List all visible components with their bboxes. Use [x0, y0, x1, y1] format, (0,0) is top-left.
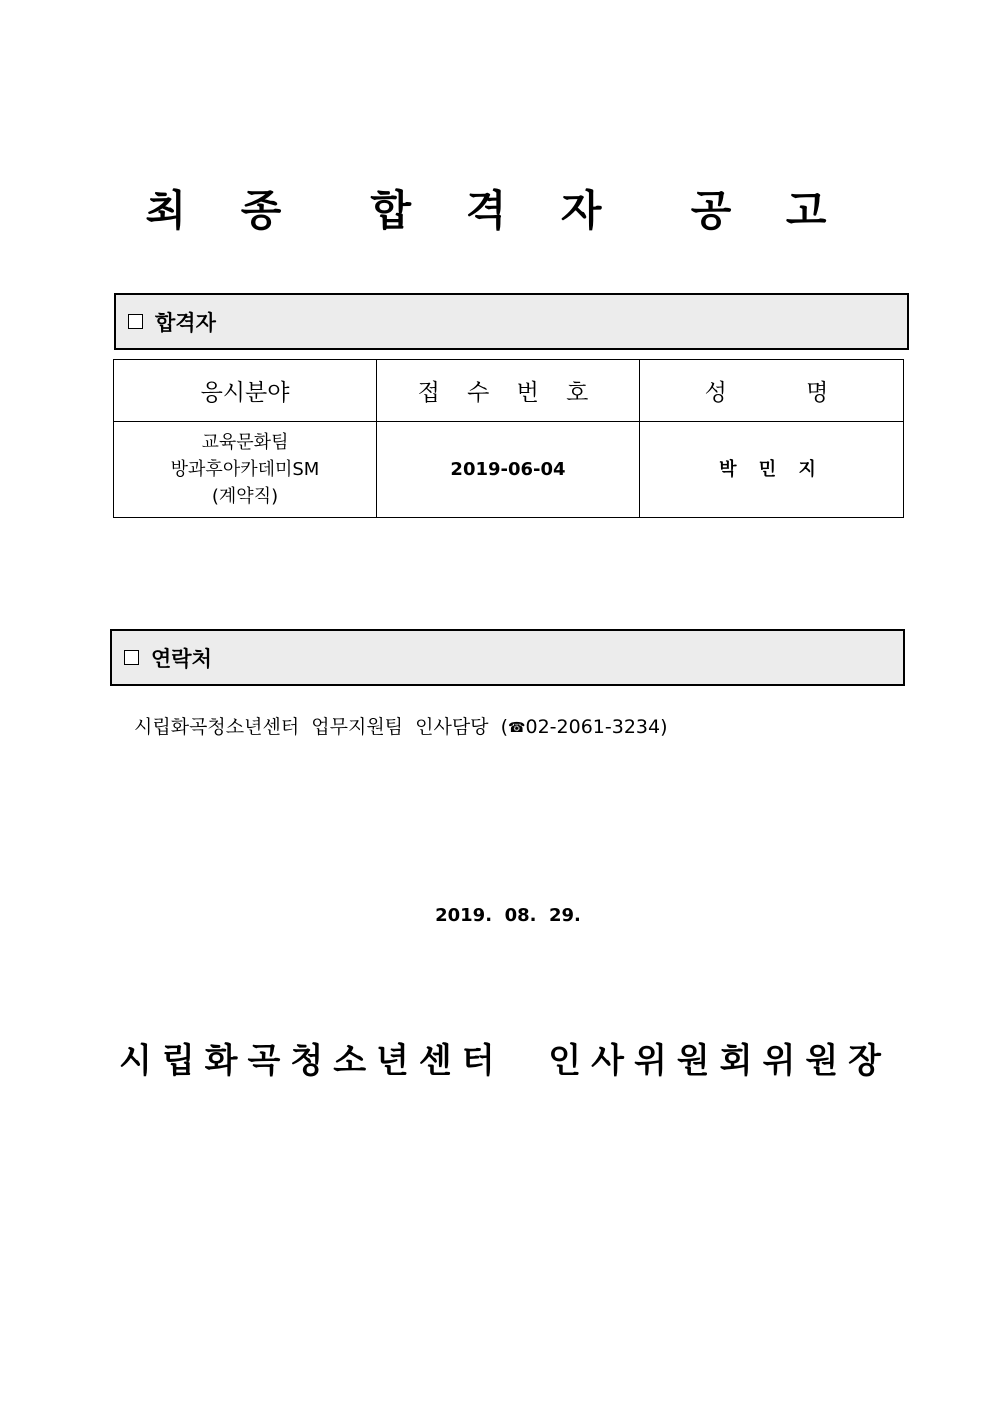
field-line-1: 교육문화팀 — [201, 432, 289, 453]
winner-section-header — [114, 293, 909, 350]
header-receipt-no: 접 수 번 호 — [377, 360, 640, 422]
field-line-3: (계약직) — [211, 486, 279, 507]
header-field: 응시분야 — [114, 360, 377, 422]
contact-section-header — [110, 629, 905, 686]
checkbox-icon — [124, 650, 139, 665]
contact-phone: 02-2061-3234) — [525, 716, 668, 738]
header-name: 성 명 — [640, 360, 904, 422]
issuer-signature: 시립화곡청소년센터 인사위원회위원장 — [118, 1041, 892, 1081]
cell-name: 박 민 지 — [640, 422, 904, 518]
page-title: 최 종 합 격 자 공 고 — [145, 186, 847, 235]
cell-field — [114, 422, 377, 518]
contact-info — [134, 712, 668, 739]
field-line-2: 방과후아카데미SM — [170, 459, 320, 480]
contact-section-label: 연락처 — [151, 646, 212, 671]
table-row — [114, 422, 904, 518]
announcement-date: 2019. 08. 29. — [435, 905, 581, 926]
winner-section-label: 합격자 — [155, 310, 216, 335]
contact-text: 시립화곡청소년센터 업무지원팀 인사담당 ( — [134, 716, 509, 738]
phone-icon: ☎ — [508, 720, 526, 736]
checkbox-icon — [128, 314, 143, 329]
result-table — [113, 359, 904, 518]
table-header-row — [114, 360, 904, 422]
cell-receipt-no: 2019-06-04 — [377, 422, 640, 518]
